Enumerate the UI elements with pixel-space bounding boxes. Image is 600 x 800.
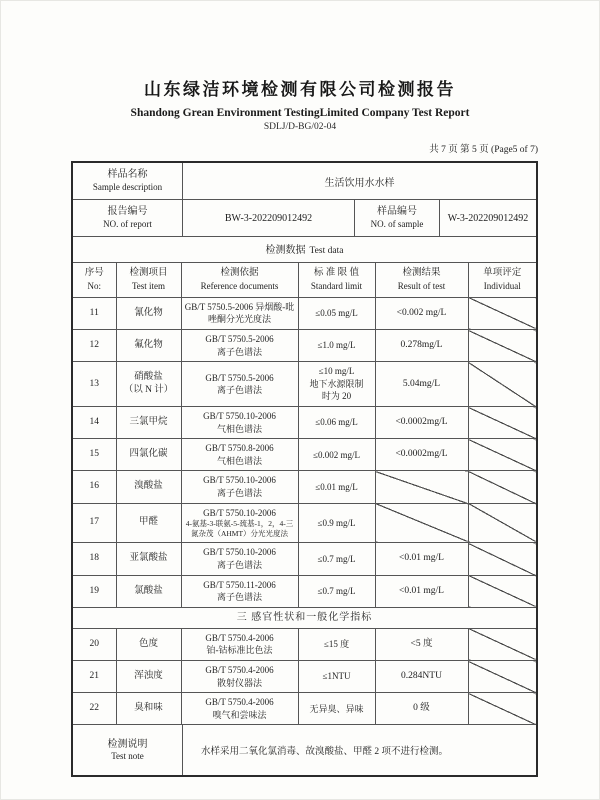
- cell-item: 浑浊度: [116, 661, 181, 693]
- cell-limit: ≤0.002 mg/L: [298, 439, 375, 471]
- cell-result: <0.002 mg/L: [375, 297, 468, 329]
- results-header-row: [73, 263, 536, 297]
- results-table: [73, 263, 536, 725]
- table-row: [73, 543, 536, 575]
- cell-item: 臭和味: [116, 693, 181, 725]
- cell-individual: [468, 407, 536, 439]
- cell-result: <0.01 mg/L: [375, 575, 468, 607]
- cell-no: 11: [73, 297, 116, 329]
- cell-item: 硝酸盐 （以 N 计）: [116, 362, 181, 407]
- cell-item: 三氯甲烷: [116, 407, 181, 439]
- sample-number-label: 样品编号 NO. of sample: [355, 200, 440, 236]
- cell-limit: ≤1NTU: [298, 661, 375, 693]
- col-header-individual: 单项评定 Individual: [468, 263, 536, 297]
- cell-no: 20: [73, 628, 116, 660]
- cell-no: 14: [73, 407, 116, 439]
- report-number-label: 报告编号 NO. of report: [73, 200, 183, 236]
- cell-item: 亚氯酸盐: [116, 543, 181, 575]
- test-note-label: 检测说明 Test note: [73, 725, 183, 775]
- report-number-value: BW-3-202209012492: [183, 200, 355, 236]
- col-header-result: 检测结果 Result of test: [375, 263, 468, 297]
- cell-limit: ≤0.9 mg/L: [298, 503, 375, 543]
- cell-limit: ≤0.7 mg/L: [298, 575, 375, 607]
- cell-limit: 无异臭、异味: [298, 693, 375, 725]
- cell-method: GB/T 5750.5-2006 离子色谱法: [181, 362, 298, 407]
- cell-result: <0.01 mg/L: [375, 543, 468, 575]
- sample-number-value: W-3-202209012492: [447, 212, 529, 224]
- col-header-reference: 检测依据 Reference documents: [181, 263, 298, 297]
- cell-method: GB/T 5750.10-2006 离子色谱法: [181, 471, 298, 503]
- cell-individual: [468, 362, 536, 407]
- table-row: [73, 407, 536, 439]
- report-table: [71, 161, 538, 777]
- cell-method: GB/T 5750.10-2006 4-氨基-3-联氨-5-巯基-1，2，4-三氮杂茂（AHMT）分光光度法: [181, 503, 298, 543]
- table-row: [73, 693, 536, 725]
- sample-description-value: 生活饮用水水样: [324, 177, 395, 189]
- cell-no: 22: [73, 693, 116, 725]
- table-row: [73, 362, 536, 407]
- table-row: [73, 628, 536, 660]
- cell-item: 氟化物: [116, 330, 181, 362]
- test-data-body: [73, 297, 536, 725]
- cell-individual: [468, 543, 536, 575]
- cell-individual: [468, 330, 536, 362]
- sample-description-label-en: Sample description: [92, 181, 163, 192]
- cell-limit: ≤1.0 mg/L: [298, 330, 375, 362]
- cell-method: GB/T 5750.10-2006 气相色谱法: [181, 407, 298, 439]
- report-number-row: [73, 200, 536, 237]
- cell-result: 0.284NTU: [375, 661, 468, 693]
- section-row: [73, 607, 536, 628]
- cell-result: [375, 503, 468, 543]
- cell-limit: ≤0.7 mg/L: [298, 543, 375, 575]
- cell-no: 21: [73, 661, 116, 693]
- table-row: [73, 661, 536, 693]
- cell-limit: ≤0.01 mg/L: [298, 471, 375, 503]
- cell-limit: ≤15 度: [298, 628, 375, 660]
- cell-item: 溴酸盐: [116, 471, 181, 503]
- cell-result: <0.0002mg/L: [375, 407, 468, 439]
- cell-individual: [468, 297, 536, 329]
- col-header-item: 检测项目 Test item: [116, 263, 181, 297]
- cell-result: <0.0002mg/L: [375, 439, 468, 471]
- cell-individual: [468, 628, 536, 660]
- test-data-heading: [73, 237, 536, 263]
- cell-method: GB/T 5750.4-2006 嗅气和尝味法: [181, 693, 298, 725]
- cell-result: <5 度: [375, 628, 468, 660]
- cell-no: 17: [73, 503, 116, 543]
- cell-result: [375, 471, 468, 503]
- cell-no: 15: [73, 439, 116, 471]
- page-indicator: 共 7 页 第 5 页 (Page5 of 7): [429, 145, 538, 155]
- cell-result: 5.04mg/L: [375, 362, 468, 407]
- cell-individual: [468, 661, 536, 693]
- table-row: [73, 439, 536, 471]
- table-row: [73, 297, 536, 329]
- cell-individual: [468, 575, 536, 607]
- cell-item: 四氯化碳: [116, 439, 181, 471]
- cell-no: 12: [73, 330, 116, 362]
- cell-individual: [468, 439, 536, 471]
- sample-description-label-cn: 样品名称: [107, 169, 148, 181]
- cell-item: 色度: [116, 628, 181, 660]
- cell-method: GB/T 5750.5-2006 离子色谱法: [181, 330, 298, 362]
- cell-result: 0.278mg/L: [375, 330, 468, 362]
- sample-description-row: [73, 163, 536, 200]
- cell-limit: ≤0.06 mg/L: [298, 407, 375, 439]
- cell-item: 氯酸盐: [116, 575, 181, 607]
- cell-method: GB/T 5750.11-2006 离子色谱法: [181, 575, 298, 607]
- cell-item: 甲醛: [116, 503, 181, 543]
- report-title-en: Shandong Grean Environment TestingLimited Company Test Report: [130, 107, 470, 119]
- cell-no: 13: [73, 362, 116, 407]
- cell-method: GB/T 5750.5-2006 异烟酸-吡唑酮分光光度法: [181, 297, 298, 329]
- table-row: [73, 575, 536, 607]
- cell-method: GB/T 5750.4-2006 散射仪器法: [181, 661, 298, 693]
- cell-individual: [468, 693, 536, 725]
- cell-item: 氰化物: [116, 297, 181, 329]
- test-data-heading-en: Test data: [309, 246, 344, 256]
- cell-no: 18: [73, 543, 116, 575]
- cell-limit: ≤10 mg/L 地下水源限制 时为 20: [298, 362, 375, 407]
- table-row: [73, 330, 536, 362]
- table-row: [73, 503, 536, 543]
- sample-description-label: [73, 163, 183, 199]
- cell-individual: [468, 471, 536, 503]
- test-note-text: 水样采用二氧化氯消毒、故溴酸盐、甲醛 2 项不进行检测。: [201, 747, 449, 758]
- test-note-row: [73, 725, 536, 775]
- cell-result: 0 级: [375, 693, 468, 725]
- cell-method: GB/T 5750.4-2006 铂-钴标准比色法: [181, 628, 298, 660]
- cell-individual: [468, 503, 536, 543]
- cell-method: GB/T 5750.8-2006 气相色谱法: [181, 439, 298, 471]
- col-header-limit: 标 准 限 值 Standard limit: [298, 263, 375, 297]
- cell-no: 16: [73, 471, 116, 503]
- table-row: [73, 471, 536, 503]
- cell-limit: ≤0.05 mg/L: [298, 297, 375, 329]
- cell-method: GB/T 5750.10-2006 离子色谱法: [181, 543, 298, 575]
- doc-code: SDLJ/D-BG/02-04: [263, 122, 337, 132]
- col-header-no: 序号 No:: [73, 263, 116, 297]
- section-label: 三 感官性状和一般化学指标: [73, 607, 536, 628]
- test-data-heading-cn: 检测数据: [265, 245, 306, 256]
- report-title-cn: 山东绿洁环境检测有限公司检测报告: [144, 80, 456, 99]
- cell-no: 19: [73, 575, 116, 607]
